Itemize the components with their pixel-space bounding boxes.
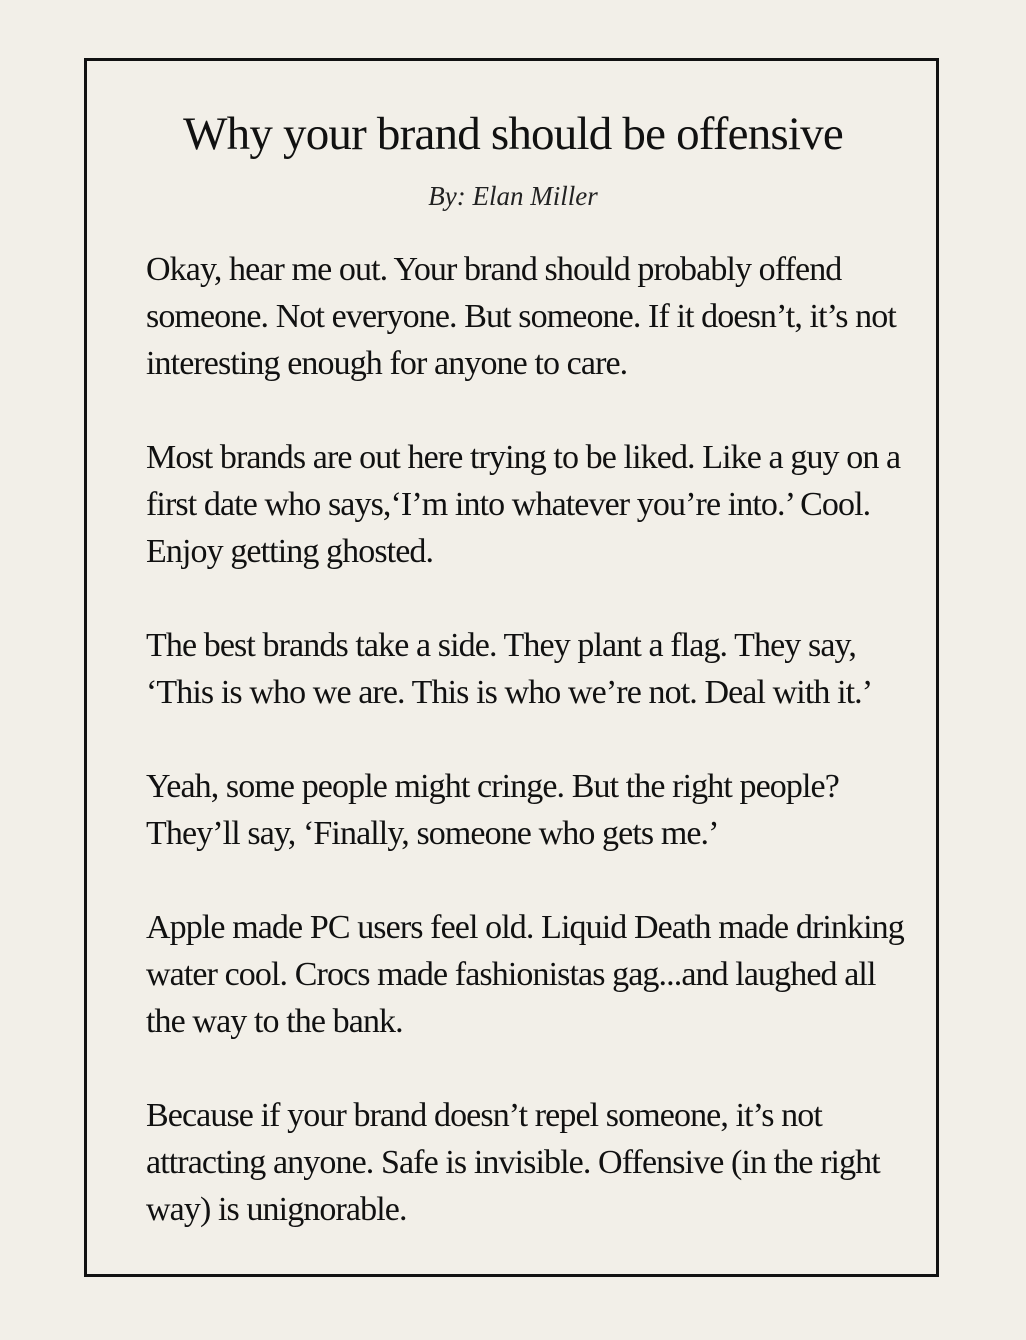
article-body [146, 246, 916, 1233]
article-title: Why your brand should be offensive [183, 108, 843, 160]
article-byline: By: Elan Miller [428, 181, 598, 211]
article-paragraph: The best brands take a side. They plant a flag. They say, ‘This is who we are. This is who we’re not. Deal with it.’ [146, 627, 873, 711]
article-paragraph: Because if your brand doesn’t repel someone, it’s not attracting anyone. Safe is invisible. Offensive (in the right way) is unignorable. [146, 1097, 880, 1228]
article-paragraph: Okay, hear me out. Your brand should probably offend someone. Not everyone. But someone. If it doesn’t, it’s not interesting enough for anyone to care. [146, 251, 896, 382]
article-paragraph: Most brands are out here trying to be liked. Like a guy on a first date who says,‘I’m into whatever you’re into.’ Cool. Enjoy getting ghosted. [146, 439, 901, 570]
article-paragraph: Apple made PC users feel old. Liquid Death made drinking water cool. Crocs made fashionistas gag...and laughed all the way to the bank. [146, 909, 904, 1040]
article-paragraph: Yeah, some people might cringe. But the right people? They’ll say, ‘Finally, someone who gets me.’ [146, 768, 839, 852]
